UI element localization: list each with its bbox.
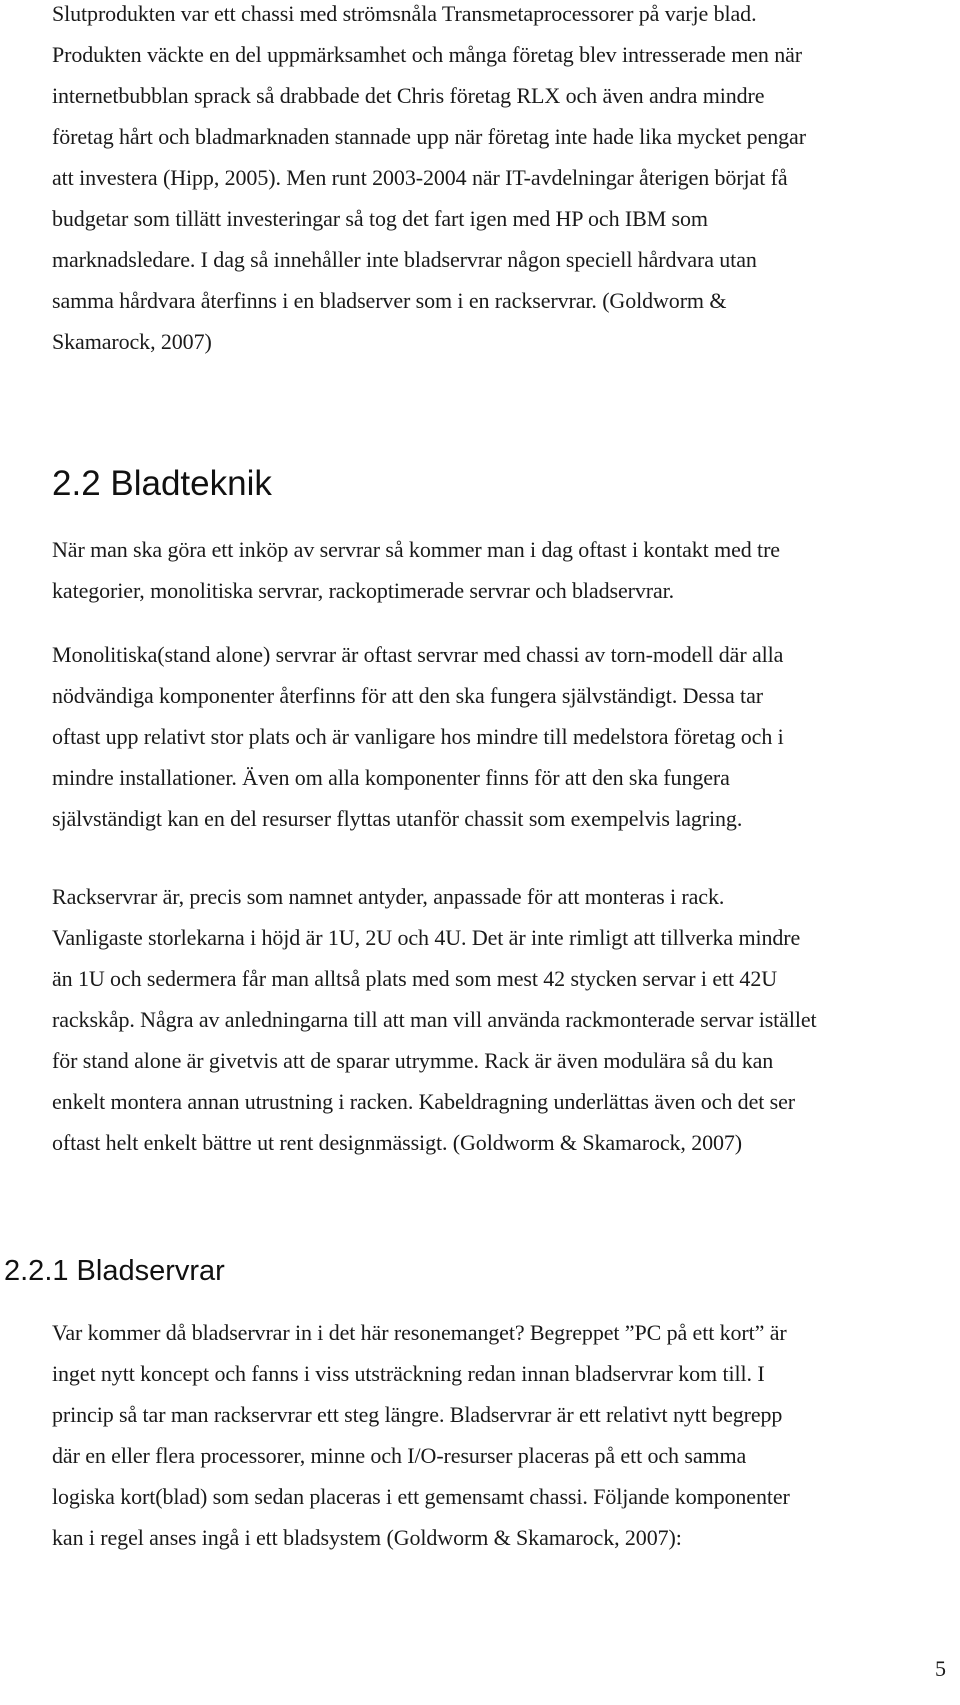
text-line: kan i regel anses ingå i ett bladsystem (Goldworm & Skamarock, 2007): [52,1525,682,1550]
text-line: Skamarock, 2007) [52,329,212,354]
text-line: oftast upp relativt stor plats och är vanligare hos mindre till medelstora företag och i [52,724,784,749]
text-line: att investera (Hipp, 2005). Men runt 2003-2004 när IT-avdelningar återigen börjat få [52,165,788,190]
text-line: rackskåp. Några av anledningarna till att man vill använda rackmonterade servar istället [52,1007,817,1032]
text-line: inget nytt koncept och fanns i viss utsträckning redan innan bladservrar kom till. I [52,1361,765,1386]
page-number: 5 [935,1656,946,1681]
text-line: budgetar som tillätt investeringar så tog det fart igen med HP och IBM som [52,206,708,231]
subsection-heading-bladservrar: 2.2.1 Bladservrar [4,1255,225,1287]
text-line: När man ska göra ett inköp av servrar så kommer man i dag oftast i kontakt med tre [52,537,780,562]
text-line: nödvändiga komponenter återfinns för att den ska fungera självständigt. Dessa tar [52,683,763,708]
text-line: där en eller flera processorer, minne och I/O-resurser placeras på ett och samma [52,1443,747,1468]
text-line: marknadsledare. I dag så innehåller inte bladservrar någon speciell hårdvara utan [52,247,757,272]
text-line: Produkten väckte en del uppmärksamhet och många företag blev intresserade men när [52,42,803,67]
intro-paragraph [52,0,932,362]
text-line: kategorier, monolitiska servrar, rackoptimerade servrar och bladservrar. [52,578,675,603]
text-line: självständigt kan en del resurser flyttas utanför chassit som exempelvis lagring. [52,806,743,831]
monolitiska-paragraph [52,634,932,839]
text-line: Var kommer då bladservrar in i det här resonemanget? Begreppet ”PC på ett kort” är [52,1320,787,1345]
text-line: internetbubblan sprack så drabbade det Chris företag RLX och även andra mindre [52,83,765,108]
text-line: företag hårt och bladmarknaden stannade upp när företag inte hade lika mycket pengar [52,124,806,149]
text-line: Vanligaste storlekarna i höjd är 1U, 2U och 4U. Det är inte rimligt att tillverka mindre [52,925,801,950]
text-line: mindre installationer. Även om alla komponenter finns för att den ska fungera [52,765,730,790]
section-heading-bladteknik: 2.2 Bladteknik [52,464,272,503]
text-line: Slutprodukten var ett chassi med strömsnåla Transmetaprocessorer på varje blad. [52,1,757,26]
bladteknik-intro-paragraph [52,529,932,611]
text-line: än 1U och sedermera får man alltså plats med som mest 42 stycken servar i ett 42U [52,966,778,991]
text-line: Monolitiska(stand alone) servrar är oftast servrar med chassi av torn-modell där alla [52,642,784,667]
text-line: logiska kort(blad) som sedan placeras i ett gemensamt chassi. Följande komponenter [52,1484,790,1509]
rackservrar-paragraph [52,876,932,1163]
text-line: enkelt montera annan utrustning i racken. Kabeldragning underlättas även och det ser [52,1089,795,1114]
text-line: princip så tar man rackservrar ett steg längre. Bladservrar är ett relativt nytt begrepp [52,1402,783,1427]
text-line: för stand alone är givetvis att de sparar utrymme. Rack är även modulära så du kan [52,1048,774,1073]
text-line: oftast helt enkelt bättre ut rent designmässigt. (Goldworm & Skamarock, 2007) [52,1130,743,1155]
bladservrar-paragraph [52,1312,932,1558]
text-line: Rackservrar är, precis som namnet antyder, anpassade för att monteras i rack. [52,884,725,909]
text-line: samma hårdvara återfinns i en bladserver som i en rackservrar. (Goldworm & [52,288,727,313]
